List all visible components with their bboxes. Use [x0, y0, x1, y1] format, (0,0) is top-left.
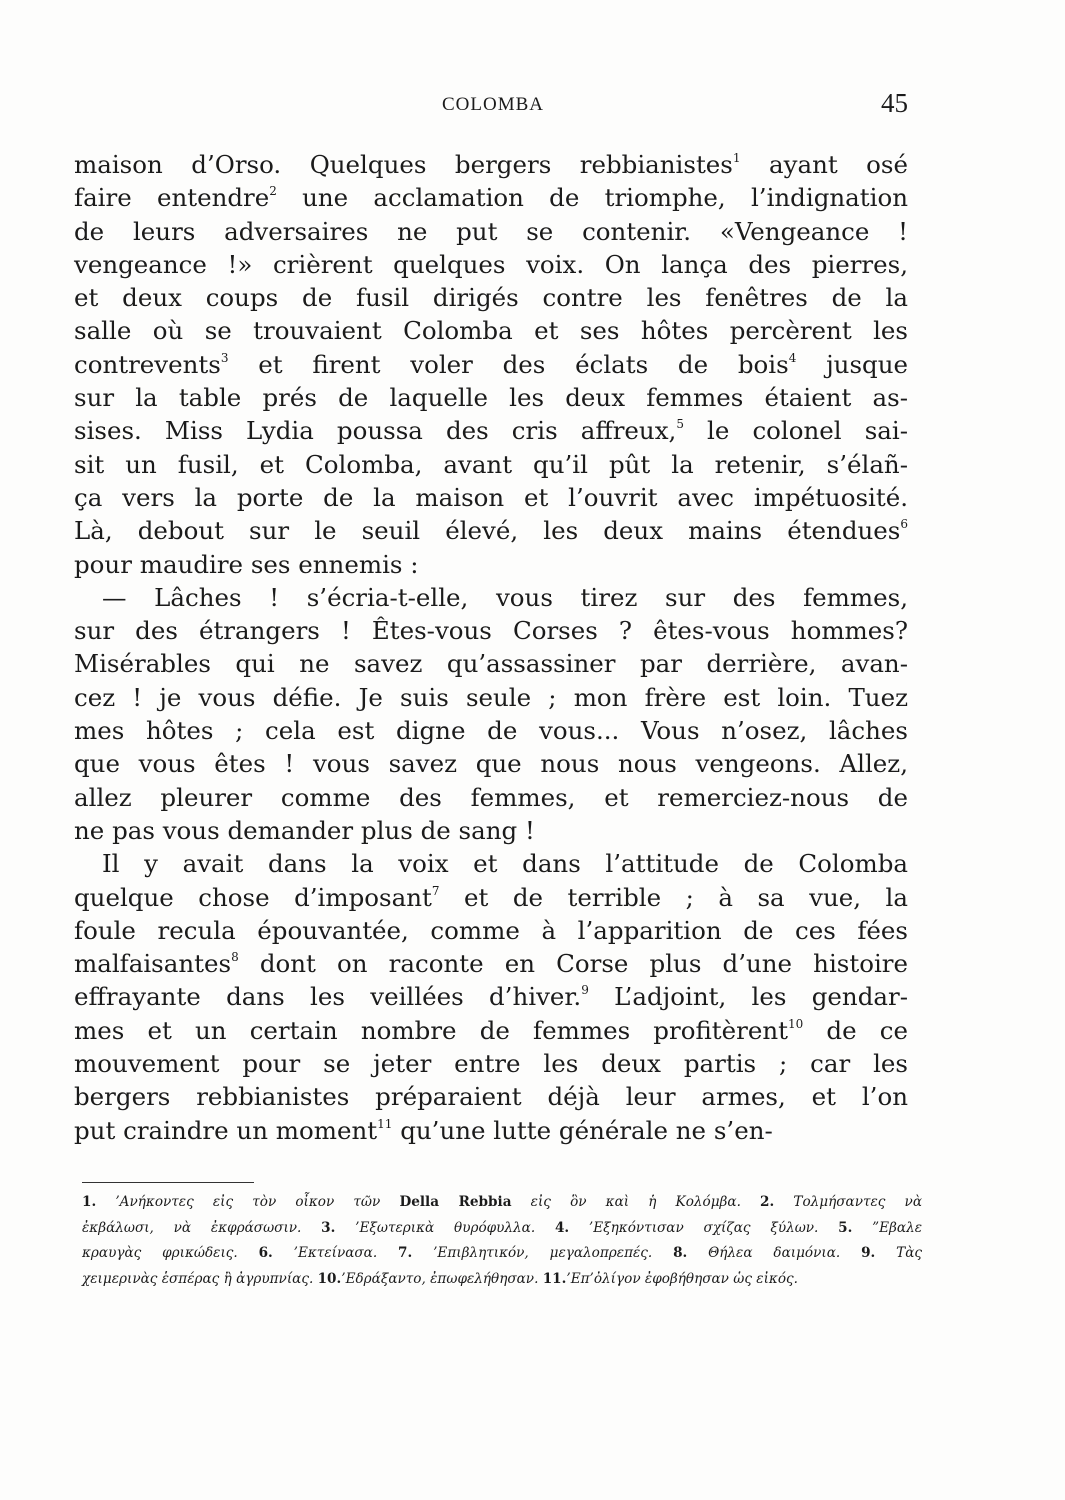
- footnote-text: ’Εκτείνασα.: [272, 1245, 399, 1261]
- text-run: mes et un certain nombre de femmes profitèrent: [74, 1015, 788, 1045]
- text-run: sises. Miss Lydia poussa des cris affreux,: [74, 416, 677, 446]
- text-run: allez pleurer comme des femmes, et remerciez-nous de: [74, 782, 908, 812]
- text-run: pour maudire ses ennemis :: [74, 549, 419, 579]
- footnote-text: ’Εξηκόντισαν σχίζας ξύλων.: [569, 1219, 839, 1236]
- text-line: [74, 348, 908, 381]
- footnote-line: [82, 1216, 922, 1242]
- footnote-line: [82, 1241, 922, 1267]
- footnote-text: Θήλεα δαιμόνια.: [687, 1245, 862, 1261]
- footnote-text: ἐκβάλωσι, νὰ ἐκφράσωσιν.: [82, 1219, 322, 1236]
- text-line: [74, 847, 908, 880]
- footnote-marker: 2: [269, 184, 277, 199]
- text-line: [74, 381, 908, 414]
- text-line: [74, 314, 908, 347]
- text-line: [74, 914, 908, 947]
- text-run: jusque: [796, 349, 908, 379]
- footnote-marker: 1: [732, 151, 741, 165]
- footnote-text: εἰς ὃν καὶ ἡ Κολόμβα.: [511, 1194, 761, 1210]
- footnote-marker: 8: [231, 950, 239, 965]
- text-line: [74, 514, 908, 547]
- footnote-text: ’Επ’ὀλίγον ἐφοβήθησαν ὡς εἰκός.: [566, 1270, 798, 1287]
- text-run: et de terrible ; à sa vue, la: [439, 882, 909, 912]
- footnote-number: 2.: [760, 1194, 775, 1210]
- text-line: [74, 814, 908, 847]
- running-head: COLOMBA: [441, 94, 544, 115]
- text-run: sur des étrangers ! Êtes-vous Corses ? êtes-vous hommes?: [74, 616, 908, 646]
- footnote-text: κραυγὰς φρικώδεις.: [82, 1245, 259, 1261]
- text-run: et deux coups de fusil dirigés contre les fenêtres de la: [74, 283, 908, 313]
- footnote-number: 3.: [321, 1219, 336, 1236]
- text-line: [74, 681, 908, 714]
- text-line: [74, 881, 908, 914]
- page-header: [78, 88, 908, 128]
- footnote-number: 10.: [317, 1270, 342, 1287]
- text-run: contrevents: [74, 349, 221, 379]
- text-run: quelque chose d’imposant: [74, 882, 432, 912]
- footnote-text: ”Εβαλε: [852, 1219, 922, 1236]
- text-run: dont on raconte en Corse plus d’une histoire: [238, 949, 908, 979]
- footnote-number: 4.: [554, 1219, 570, 1236]
- text-run: salle où se trouvaient Colomba et ses hôtes percèrent les: [74, 316, 908, 346]
- text-run: L’adjoint, les gendar-: [588, 982, 908, 1012]
- text-line: [74, 1080, 908, 1113]
- footnote-text: ’Ανήκοντες εἰς τὸν οἶκον τῶν: [96, 1194, 400, 1210]
- text-run: mes hôtes ; cela est digne de vous... Vous n’osez, lâches: [74, 716, 908, 746]
- text-run: de ce: [803, 1015, 909, 1045]
- text-line: [74, 414, 908, 447]
- footnote-line: [82, 1190, 922, 1216]
- text-run: foule recula épouvantée, comme à l’apparition de ces fées: [74, 915, 908, 945]
- text-line: [74, 714, 908, 747]
- footnote-line: [82, 1267, 922, 1293]
- text-run: ayant osé: [740, 150, 908, 179]
- footnote-marker: 4: [788, 350, 797, 365]
- body-text: [74, 148, 908, 1147]
- text-line: [74, 248, 908, 281]
- footnote-text: ’Εξωτερικὰ θυρόφυλλα.: [335, 1219, 555, 1236]
- text-run: ça vers la porte de la maison et l’ouvrit avec impétuosité.: [74, 482, 908, 512]
- text-run: une acclamation de triomphe, l’indignation: [276, 183, 908, 213]
- footnote-marker: 6: [900, 517, 908, 532]
- footnote-text: χειμερινὰς ἑσπέρας ἢ ἀγρυπνίας.: [82, 1270, 318, 1287]
- text-line: [74, 148, 908, 181]
- footnote-number: 9.: [861, 1245, 876, 1261]
- footnote-divider: [82, 1182, 254, 1183]
- text-run: cez ! je vous défie. Je suis seule ; mon frère est loin. Tuez: [74, 682, 908, 712]
- text-run: Là, debout sur le seuil élevé, les deux mains étendues: [74, 516, 901, 546]
- text-line: [74, 481, 908, 514]
- footnote-marker: 7: [431, 883, 440, 898]
- text-run: — Lâches ! s’écria-t-elle, vous tirez sur des femmes,: [102, 582, 908, 612]
- text-line: [74, 781, 908, 814]
- footnote-number: 1.: [82, 1194, 97, 1210]
- text-run: put craindre un moment: [74, 1115, 378, 1145]
- text-run: sur la table prés de laquelle les deux femmes étaient as-: [74, 383, 908, 413]
- page-number: 45: [881, 88, 908, 118]
- text-line: [74, 448, 908, 481]
- footnote-marker: 5: [676, 417, 684, 432]
- footnote-number: 5.: [838, 1219, 853, 1236]
- text-line: [74, 581, 908, 614]
- text-line: [74, 281, 908, 314]
- footnote-marker: 9: [581, 983, 589, 998]
- footnote-marker: 11: [377, 1116, 393, 1131]
- footnote-marker: 10: [787, 1016, 804, 1031]
- text-run: faire entendre: [74, 183, 270, 213]
- footnote-text: Τὰς: [875, 1245, 922, 1261]
- footnote-marker: 3: [220, 350, 229, 365]
- text-line: [74, 947, 908, 980]
- text-run: de leurs adversaires ne put se contenir. «Vengeance !: [74, 216, 908, 246]
- text-line: [74, 1114, 908, 1147]
- text-run: bergers rebbianistes préparaient déjà leur armes, et l’on: [74, 1082, 908, 1112]
- footnote-number: 7.: [398, 1245, 413, 1261]
- text-line: [74, 1014, 908, 1047]
- footnote-text: Τολμήσαντες νὰ: [774, 1194, 923, 1210]
- text-run: qu’une lutte générale ne s’en-: [392, 1115, 773, 1145]
- footnote-number: 11.: [542, 1270, 567, 1287]
- text-line: [74, 647, 908, 680]
- text-run: que vous êtes ! vous savez que nous nous vengeons. Allez,: [74, 749, 908, 779]
- text-line: [74, 181, 908, 214]
- footnote-latin-term: Della Rebbia: [399, 1194, 512, 1210]
- footnote-number: 8.: [673, 1245, 688, 1261]
- text-line: [74, 614, 908, 647]
- text-run: Misérables qui ne savez qu’assassiner par derrière, avan-: [74, 649, 908, 679]
- text-line: [74, 215, 908, 248]
- text-line: [74, 1047, 908, 1080]
- text-run: vengeance !» crièrent quelques voix. On lança des pierres,: [74, 249, 908, 279]
- text-line: [74, 980, 908, 1013]
- footnote-text: ’Εδράξαντο, ἐπωφελήθησαν.: [341, 1270, 543, 1287]
- footnote-text: ’Επιβλητικόν, μεγαλοπρεπές.: [412, 1245, 674, 1261]
- text-run: malfaisantes: [74, 949, 232, 979]
- text-run: maison d’Orso. Quelques bergers rebbianistes: [74, 150, 733, 179]
- text-run: sit un fusil, et Colomba, avant qu’il pût la retenir, s’élañ-: [74, 449, 908, 479]
- text-line: [74, 747, 908, 780]
- footnote-number: 6.: [258, 1245, 273, 1261]
- footnotes: [82, 1190, 922, 1292]
- text-run: ne pas vous demander plus de sang !: [74, 815, 535, 845]
- text-run: Il y avait dans la voix et dans l’attitude de Colomba: [102, 849, 908, 879]
- text-run: effrayante dans les veillées d’hiver.: [74, 982, 582, 1012]
- text-run: et firent voler des éclats de bois: [228, 349, 789, 379]
- text-line: [74, 548, 908, 581]
- text-run: le colonel sai-: [683, 416, 908, 446]
- text-run: mouvement pour se jeter entre les deux partis ; car les: [74, 1049, 908, 1079]
